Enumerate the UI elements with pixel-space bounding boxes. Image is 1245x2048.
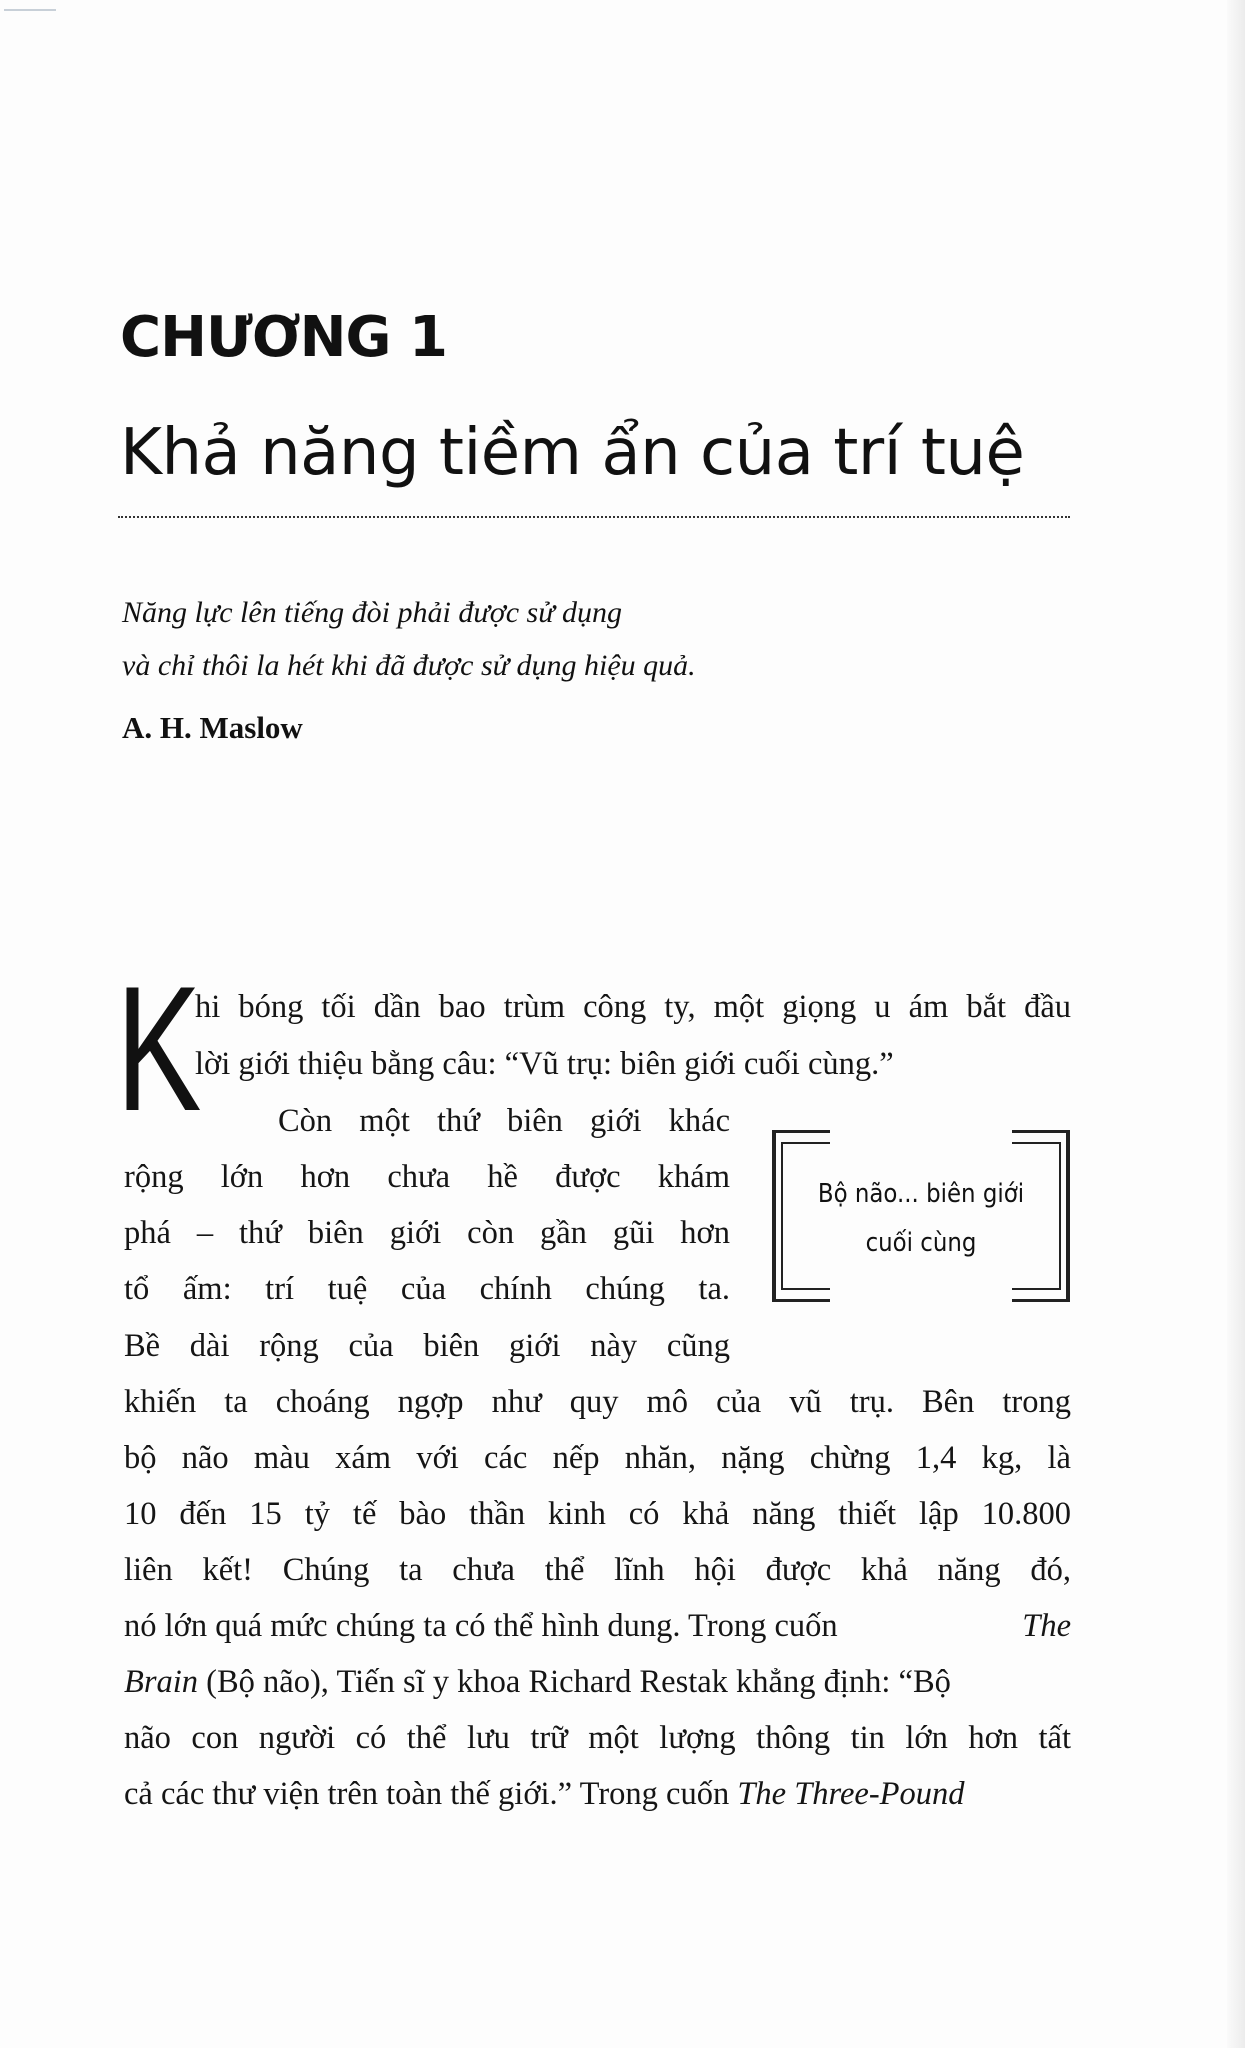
book-title: The	[1022, 1608, 1071, 1644]
chapter-title: Khả năng tiềm ẩn của trí tuệ	[120, 416, 1025, 490]
pull-quote-line: Bộ não... biên giới	[817, 1179, 1025, 1209]
body-line: phá – thứ biên giới còn gần gũi hơn	[124, 1215, 730, 1251]
body-line-text: cả các thư viện trên toàn thế giới.” Trong cuốn	[124, 1776, 738, 1812]
body-line: tổ ấm: trí tuệ của chính chúng ta.	[124, 1271, 730, 1307]
epigraph-line: Năng lực lên tiếng đòi phải được sử dụng	[122, 596, 623, 629]
drop-cap: K	[116, 949, 202, 1148]
page-edge	[1227, 0, 1245, 2048]
chapter-label: CHƯƠNG 1	[120, 305, 447, 370]
epigraph	[122, 586, 1022, 692]
body-line: não con người có thể lưu trữ một lượng thông tin lớn hơn tất	[124, 1720, 1071, 1756]
body-line: 10 đến 15 tỷ tế bào thần kinh có khả năng thiết lập 10.800	[124, 1496, 1071, 1532]
scan-corner-mark	[4, 9, 56, 11]
body-line	[124, 1774, 965, 1814]
body-line: Còn một thứ biên giới khác	[278, 1103, 730, 1139]
pull-quote-text	[772, 1170, 1070, 1268]
body-line-text: (Bộ não), Tiến sĩ y khoa Richard Restak khẳng định: “Bộ	[198, 1664, 951, 1700]
body-line: lời giới thiệu bằng câu: “Vũ trụ: biên giới cuối cùng.”	[195, 1046, 894, 1082]
dotted-divider	[118, 516, 1070, 518]
book-title: Brain	[124, 1664, 199, 1700]
epigraph-line: và chỉ thôi la hét khi đã được sử dụng hiệu quả.	[122, 649, 696, 682]
body-line	[124, 1662, 951, 1702]
book-title: The Three-Pound	[737, 1776, 965, 1812]
body-line: khiến ta choáng ngợp như quy mô của vũ trụ. Bên trong	[124, 1384, 1071, 1420]
pull-quote	[772, 1130, 1070, 1302]
body-line: liên kết! Chúng ta chưa thể lĩnh hội được khả năng đó,	[124, 1552, 1071, 1588]
pull-quote-line: cuối cùng	[865, 1228, 977, 1258]
body-line: rộng lớn hơn chưa hề được khám	[124, 1159, 730, 1195]
body-line: hi bóng tối dần bao trùm công ty, một giọng u ám bắt đầu	[195, 989, 1071, 1025]
body-line: bộ não màu xám với các nếp nhăn, nặng chừng 1,4 kg, là	[124, 1440, 1071, 1476]
body-line	[124, 1606, 1071, 1646]
epigraph-author: A. H. Maslow	[122, 710, 303, 745]
body-line-text: nó lớn quá mức chúng ta có thể hình dung. Trong cuốn	[124, 1608, 838, 1644]
body-line: Bề dài rộng của biên giới này cũng	[124, 1328, 730, 1364]
